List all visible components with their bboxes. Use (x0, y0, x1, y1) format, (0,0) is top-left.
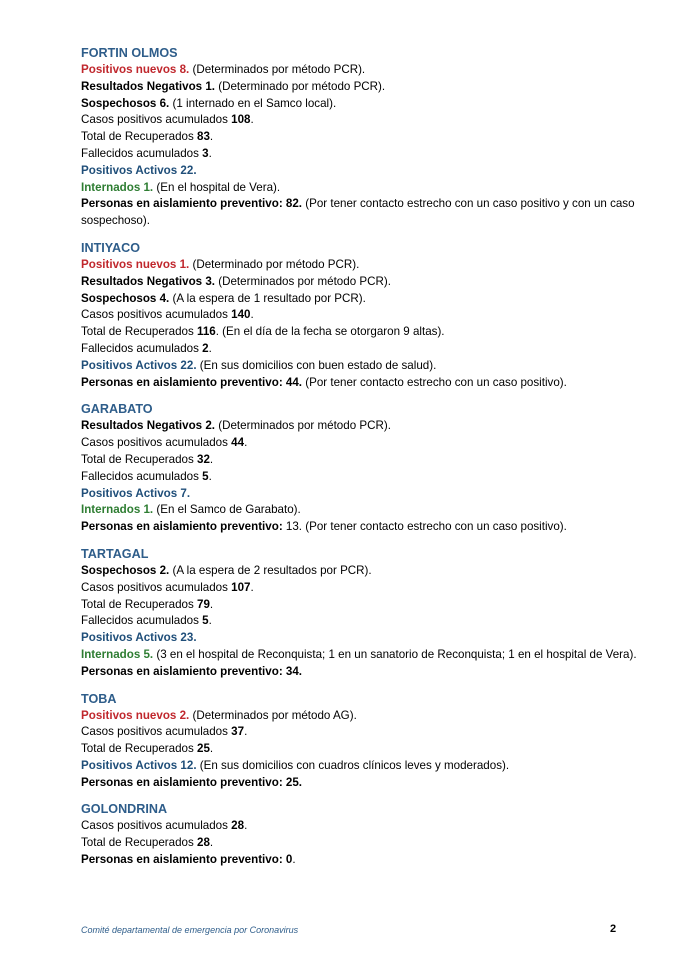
stat-value: 44 (231, 436, 245, 450)
locality-section (81, 240, 641, 391)
stat-label: Total de Recuperados (81, 452, 198, 466)
stat-line (81, 196, 641, 230)
stat-label: Casos positivos acumulados (81, 580, 232, 594)
stat-label: Fallecidos acumulados (81, 614, 203, 628)
stat-note: . (208, 341, 212, 355)
stat-label: Total de Recuperados (81, 597, 198, 611)
stat-label: Positivos Activos 23. (81, 631, 197, 645)
stat-label: Positivos Activos 22. (81, 358, 197, 372)
stat-label: Casos positivos acumulados (81, 113, 232, 127)
stat-note: (Por tener contacto estrecho con un caso positivo y con un caso sospechoso). (81, 197, 635, 228)
stat-line (81, 341, 641, 358)
stat-note: . (244, 819, 248, 833)
stat-label: Positivos nuevos 8. (81, 63, 190, 76)
locality-heading: INTIYACO (81, 240, 141, 255)
stat-line (81, 180, 641, 197)
stat-label: Personas en aislamiento preventivo: (81, 520, 286, 534)
footer-text: Comité departamental de emergencia por Coronavirus (81, 925, 299, 935)
stat-line (81, 358, 641, 375)
stat-value: 79 (197, 597, 210, 611)
locality-heading: TOBA (81, 691, 117, 706)
stat-value: 25 (197, 742, 210, 756)
stat-value: 107 (231, 580, 251, 594)
stat-label: Positivos Activos 22. (81, 163, 197, 177)
stat-line (81, 741, 641, 758)
stat-line (81, 775, 641, 792)
stat-note: (Determinado por método PCR). (215, 79, 386, 93)
stat-value: 37 (231, 725, 245, 739)
stat-line (81, 435, 641, 452)
stat-note: . (250, 580, 254, 594)
stat-note: (Determinados por método PCR). (189, 63, 366, 76)
stat-label: Casos positivos acumulados (81, 725, 232, 739)
locality-heading: GARABATO (81, 402, 153, 417)
stat-label: Personas en aislamiento preventivo: 0 (81, 853, 293, 867)
stat-label: Fallecidos acumulados (81, 341, 203, 355)
stat-line (81, 502, 641, 519)
stat-line (81, 62, 641, 79)
stat-note: (En sus domicilios con buen estado de salud). (196, 358, 437, 372)
stat-line (81, 597, 641, 614)
stat-label: Personas en aislamiento preventivo: 25. (81, 775, 303, 789)
stat-note: . (En el día de la fecha se otorgaron 9 altas). (215, 325, 445, 339)
stat-line (81, 112, 641, 129)
stat-label: Resultados Negativos 1. (81, 79, 216, 93)
stat-label: Fallecidos acumulados (81, 469, 203, 483)
stat-line (81, 469, 641, 486)
stat-label: Positivos nuevos 1. (81, 257, 190, 271)
stat-note: (Determinado por método PCR). (189, 257, 360, 271)
stat-label: Resultados Negativos 2. (81, 419, 216, 433)
stat-label: Casos positivos acumulados (81, 436, 232, 450)
stat-line (81, 818, 641, 835)
stat-line (81, 708, 641, 725)
stat-note: (En sus domicilios con cuadros clínicos leves y moderados). (196, 758, 510, 772)
stat-label: Total de Recuperados (81, 325, 198, 339)
stat-value: 83 (197, 130, 210, 144)
stat-label: Personas en aislamiento preventivo: 82. (81, 197, 303, 211)
stat-note: . (208, 614, 212, 628)
stat-note: . (208, 469, 212, 483)
stat-line (81, 758, 641, 775)
stat-note: (Determinados por método PCR). (215, 419, 391, 433)
stat-note: (Determinados por método AG). (189, 708, 357, 722)
stat-label: Sospechosos 2. (81, 563, 170, 577)
page-number: 2 (610, 923, 617, 935)
stat-value: 28 (197, 836, 210, 850)
stat-note: 13. (Por tener contacto estrecho con un caso positivo). (285, 520, 567, 534)
locality-section (81, 546, 641, 681)
locality-section (81, 45, 641, 230)
stat-line (81, 647, 641, 664)
stat-note: (A la espera de 1 resultado por PCR). (169, 291, 366, 305)
locality-section (81, 801, 641, 868)
stat-line (81, 324, 641, 341)
stat-line (81, 452, 641, 469)
stat-label: Fallecidos acumulados (81, 146, 203, 160)
stat-line (81, 563, 641, 580)
stat-line (81, 129, 641, 146)
stat-note: . (292, 853, 296, 867)
document-body (81, 45, 641, 879)
stat-note: . (244, 725, 248, 739)
stat-line (81, 724, 641, 741)
stat-line (81, 835, 641, 852)
stat-label: Total de Recuperados (81, 130, 198, 144)
stat-label: Casos positivos acumulados (81, 819, 232, 833)
stat-line (81, 519, 641, 536)
stat-line (81, 580, 641, 597)
stat-note: . (209, 742, 214, 756)
stat-note: . (244, 436, 248, 450)
stat-line (81, 630, 641, 647)
stat-note: . (209, 597, 214, 611)
stat-label: Total de Recuperados (81, 836, 198, 850)
stat-note: . (209, 452, 214, 466)
stat-line (81, 79, 641, 96)
stat-value: 108 (231, 113, 251, 127)
stat-label: Internados 1. (81, 503, 154, 517)
stat-line (81, 375, 641, 392)
stat-line (81, 852, 641, 869)
stat-line (81, 486, 641, 503)
stat-note: . (250, 308, 254, 322)
stat-value: 2 (202, 341, 209, 355)
stat-label: Personas en aislamiento preventivo: 34. (81, 664, 303, 678)
stat-label: Sospechosos 6. (81, 96, 170, 110)
stat-line (81, 146, 641, 163)
stat-note: . (250, 113, 254, 127)
stat-note: . (209, 836, 214, 850)
stat-note: (En el hospital de Vera). (153, 180, 281, 194)
stat-value: 5 (202, 614, 209, 628)
locality-heading: GOLONDRINA (81, 802, 168, 817)
stat-value: 3 (202, 146, 209, 160)
stat-line (81, 257, 641, 274)
stat-label: Internados 5. (81, 647, 154, 661)
stat-note: (1 internado en el Samco local). (169, 96, 337, 110)
stat-label: Casos positivos acumulados (81, 308, 232, 322)
stat-line (81, 418, 641, 435)
stat-label: Total de Recuperados (81, 742, 198, 756)
stat-label: Positivos nuevos 2. (81, 708, 190, 722)
stat-label: Positivos Activos 12. (81, 758, 197, 772)
stat-value: 140 (231, 308, 251, 322)
locality-heading: FORTIN OLMOS (81, 46, 178, 60)
stat-note: . (209, 130, 214, 144)
stat-value: 32 (197, 452, 210, 466)
locality-section (81, 401, 641, 536)
locality-heading: TARTAGAL (81, 546, 149, 561)
stat-label: Internados 1. (81, 180, 154, 194)
stat-note: (Por tener contacto estrecho con un caso positivo). (302, 375, 567, 389)
stat-label: Positivos Activos 7. (81, 486, 191, 500)
stat-label: Sospechosos 4. (81, 291, 170, 305)
stat-line (81, 664, 641, 681)
stat-line (81, 163, 641, 180)
stat-note: (Determinados por método PCR). (215, 274, 391, 288)
stat-label: Personas en aislamiento preventivo: 44. (81, 375, 303, 389)
stat-line (81, 291, 641, 308)
stat-value: 28 (231, 819, 245, 833)
stat-note: (En el Samco de Garabato). (153, 503, 301, 517)
stat-note: (A la espera de 2 resultados por PCR). (169, 563, 372, 577)
stat-note: . (208, 146, 212, 160)
stat-label: Resultados Negativos 3. (81, 274, 216, 288)
stat-line (81, 96, 641, 113)
stat-value: 5 (202, 469, 209, 483)
stat-note: (3 en el hospital de Reconquista; 1 en un sanatorio de Reconquista; 1 en el hospital de Vera). (153, 647, 637, 661)
locality-section (81, 691, 641, 792)
stat-line (81, 307, 641, 324)
stat-line (81, 613, 641, 630)
stat-line (81, 274, 641, 291)
stat-value: 116 (197, 325, 216, 339)
